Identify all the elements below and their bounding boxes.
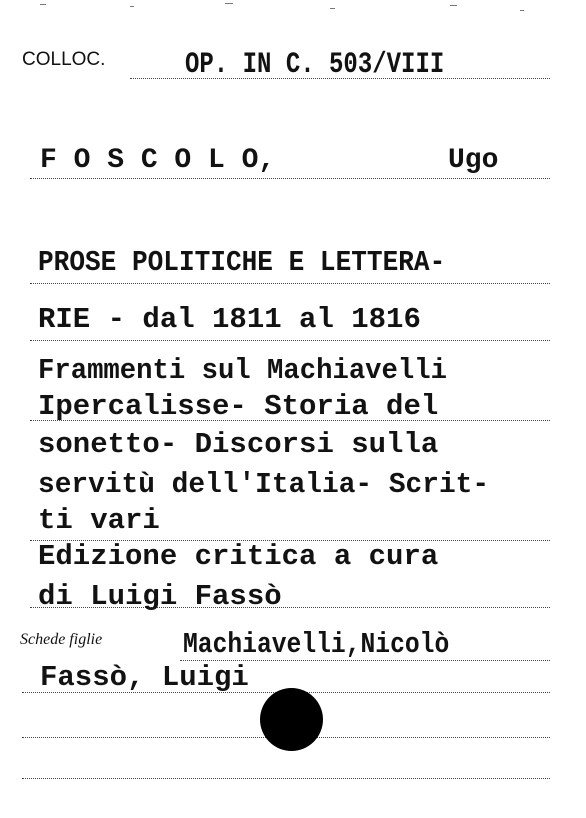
title-line: ti vari: [38, 504, 160, 537]
child-entry: Machiavelli,Nicolò: [183, 628, 450, 661]
scan-speck: [450, 5, 457, 6]
title-line: RIE - dal 1811 al 1816: [38, 303, 421, 336]
title-rule: [30, 283, 550, 284]
title-line: Edizione critica a cura: [38, 540, 439, 573]
empty-rule: [22, 778, 550, 779]
title-line: PROSE POLITICHE E LETTERA-: [38, 246, 446, 279]
title-line: sonetto- Discorsi sulla: [38, 428, 439, 461]
title-line: Ipercalisse- Storia del: [38, 390, 439, 423]
title-line: Frammenti sul Machiavelli: [38, 354, 447, 387]
scan-speck: [225, 3, 233, 4]
scan-speck: [520, 10, 524, 11]
colloc-label: COLLOC.: [22, 49, 106, 70]
child-entry: Fassò, Luigi: [40, 661, 249, 694]
scan-speck: [40, 4, 46, 5]
punch-hole: [260, 688, 323, 751]
author-rule: [30, 178, 550, 179]
schede-label: Schede figlie: [20, 631, 103, 648]
scan-speck: [330, 8, 335, 9]
collocation-number: OP. IN C. 503/VIII: [185, 48, 445, 82]
title-line: di Luigi Fassò: [38, 580, 282, 613]
scan-speck: [130, 6, 134, 7]
author-given-name: Ugo: [448, 145, 499, 176]
author-surname: F O S C O L O,: [40, 145, 276, 176]
title-line: servitù dell'Italia- Scrit-: [38, 468, 490, 501]
title-rule: [30, 340, 550, 341]
